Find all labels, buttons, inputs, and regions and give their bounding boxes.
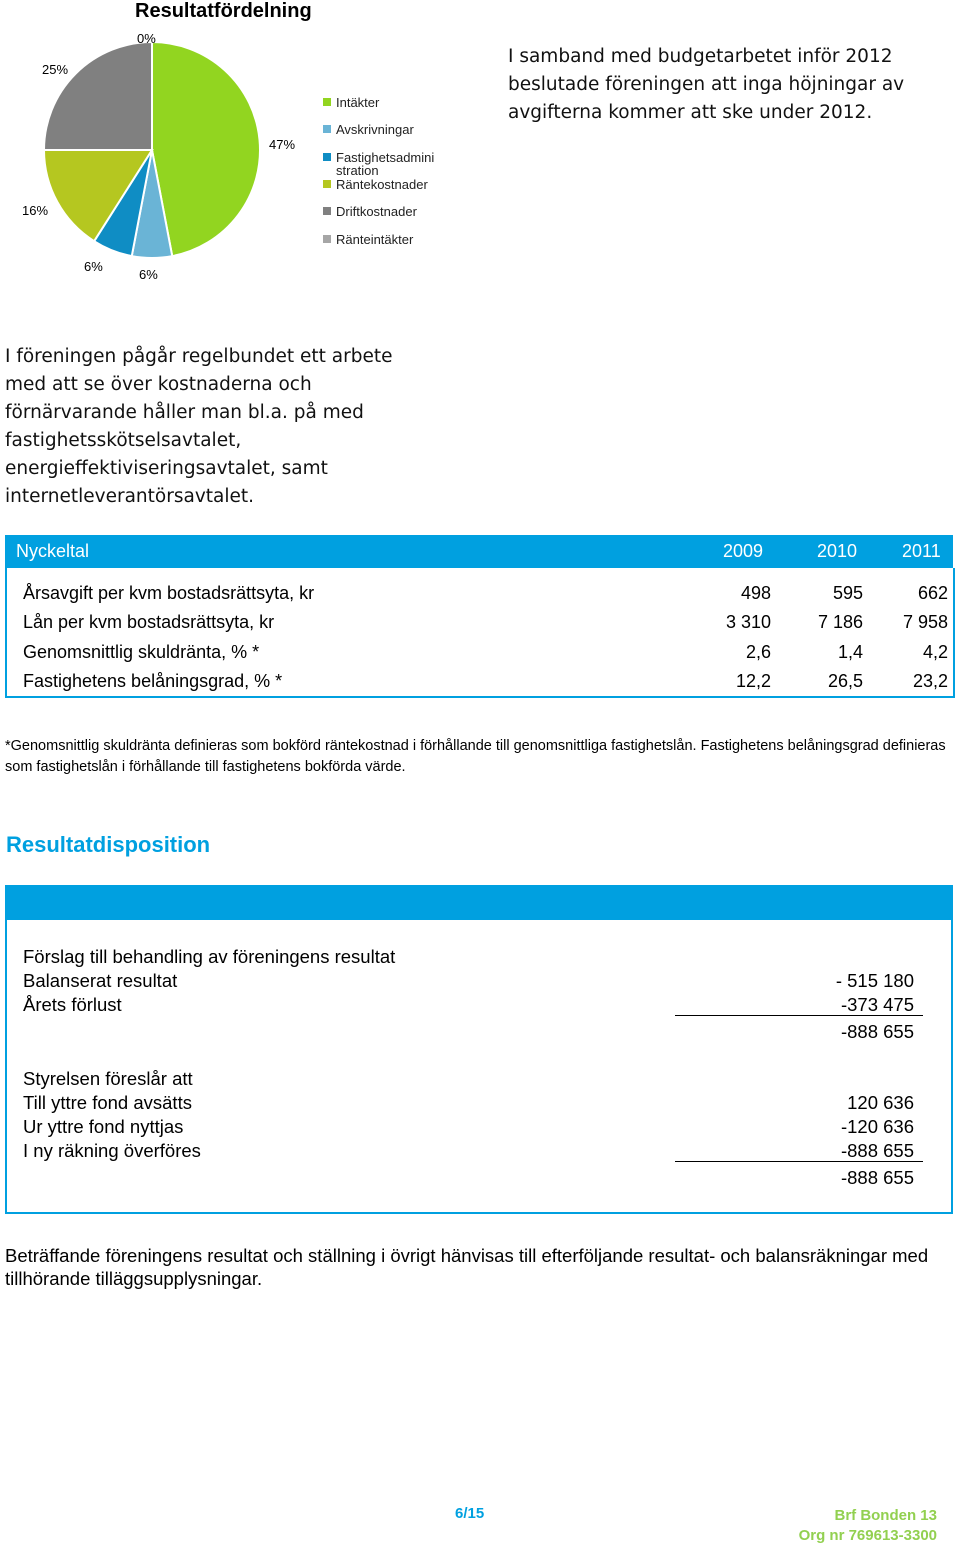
row-label: Fastighetens belåningsgrad, % * (23, 671, 283, 691)
slice-label-intakter: 47% (269, 137, 296, 152)
balanced-result-label: Balanserat resultat (23, 970, 178, 991)
carried-forward-label: I ny räkning överföres (23, 1140, 201, 1161)
legend-label: Fastighetsadmini stration (336, 150, 435, 178)
closing-text: Beträffande föreningens resultat och ställning i övrigt hänvisas till efterföljande resultat- och balansräkningar med tillhörande tilläggsupplysningar. (5, 1245, 929, 1289)
table-row (23, 671, 951, 697)
cell-2010: 1,4 (837, 642, 863, 662)
row-label: Årsavgift per kvm bostadsrättsyta, kr (23, 583, 315, 603)
to-fund-value: 120 636 (847, 1092, 914, 1113)
cell-2009: 3 310 (725, 612, 771, 632)
cost-text-line: fastighetsskötselsavtalet, (5, 430, 242, 451)
slice-label-fastighetsadministration: 6% (84, 259, 103, 274)
disposition-box (5, 920, 953, 1214)
pie-slice-driftkostnader (44, 42, 152, 150)
cell-2010: 595 (832, 583, 863, 603)
to-fund-label: Till yttre fond avsätts (23, 1092, 192, 1113)
year-loss-label: Årets förlust (23, 994, 122, 1015)
cell-2011: 662 (917, 583, 948, 603)
subtotal-value: -888 655 (840, 1021, 914, 1042)
cell-2009: 498 (740, 583, 771, 603)
page-number: 6/15 (455, 1505, 485, 1522)
cost-text-line: med att se över kostnaderna och (5, 374, 312, 395)
legend-swatch (323, 235, 331, 243)
table-row (23, 583, 951, 609)
legend-label: Intäkter (336, 95, 380, 110)
sum-rule (675, 1015, 923, 1016)
legend-swatch (323, 98, 331, 106)
cell-2011: 23,2 (912, 671, 948, 691)
cost-text-line: I föreningen pågår regelbundet ett arbete (5, 346, 393, 367)
budget-intro-text: I samband med budgetarbetet inför 2012 beslutade föreningen att inga höjningar av avgifterna kommer att ske under 2012. (508, 46, 905, 123)
organization-number: Org nr 769613-3300 (798, 1527, 937, 1544)
cost-review-text (5, 343, 425, 511)
cost-text-line: förnärvarande håller man bl.a. på med (5, 402, 364, 423)
cell-2011: 4,2 (922, 642, 948, 662)
year-2011: 2011 (902, 541, 941, 561)
legend-label: Räntekostnader (336, 177, 428, 192)
cell-2009: 2,6 (745, 642, 771, 662)
key-figures-header (5, 535, 953, 568)
from-fund-label: Ur yttre fond nyttjas (23, 1116, 184, 1137)
cell-2010: 7 186 (817, 612, 863, 632)
legend-swatch (323, 125, 331, 133)
organization-name: Brf Bonden 13 (834, 1507, 937, 1524)
cell-2010: 26,5 (827, 671, 863, 691)
total-value: -888 655 (840, 1167, 914, 1188)
slice-label-avskrivningar: 6% (139, 267, 158, 282)
from-fund-value: -120 636 (840, 1116, 914, 1137)
year-2009: 2009 (723, 541, 764, 561)
year-2010: 2010 (817, 541, 858, 561)
legend-swatch (323, 180, 331, 188)
disposition-header-bar (5, 885, 953, 920)
disposition-title: Resultatdisposition (6, 832, 211, 857)
cost-text-line: energieffektiviseringsavtalet, samt (5, 458, 328, 479)
legend-label: Ränteintäkter (336, 232, 414, 247)
sum-rule (675, 1161, 923, 1162)
year-loss-value: -373 475 (840, 994, 914, 1015)
carried-forward-value: -888 655 (840, 1140, 914, 1161)
row-label: Lån per kvm bostadsrättsyta, kr (23, 612, 275, 632)
key-figures-table (5, 568, 955, 698)
row-label: Genomsnittlig skuldränta, % * (23, 642, 260, 662)
slice-label-ranteintakter: 0% (137, 31, 156, 46)
chart-title: Resultatfördelning (135, 0, 312, 22)
cell-2009: 12,2 (735, 671, 771, 691)
legend-swatch (323, 207, 331, 215)
slice-label-rantekostnader: 16% (22, 203, 49, 218)
legend-label: Avskrivningar (336, 122, 414, 137)
balanced-result-value: - 515 180 (835, 970, 914, 991)
slice-label-driftkostnader: 25% (42, 62, 69, 77)
proposal-heading: Förslag till behandling av föreningens resultat (23, 946, 396, 967)
legend-label: Driftkostnader (336, 204, 417, 219)
cell-2011: 7 958 (902, 612, 948, 632)
pie-slice-intakter (152, 42, 260, 256)
board-heading: Styrelsen föreslår att (23, 1068, 193, 1089)
legend-swatch (323, 153, 331, 161)
footnote: *Genomsnittlig skuldränta definieras som bokförd räntekostnad i förhållande till genomsnittliga fastighetslån. Fastighetens belåningsgrad definieras som fastighetslån i förhållande till fastighetens bokförda värde. (5, 738, 946, 775)
table-row (23, 642, 951, 668)
cost-text-line: internetleverantörsavtalet. (5, 486, 255, 507)
key-figures-title: Nyckeltal (16, 541, 90, 561)
table-row (23, 612, 951, 638)
